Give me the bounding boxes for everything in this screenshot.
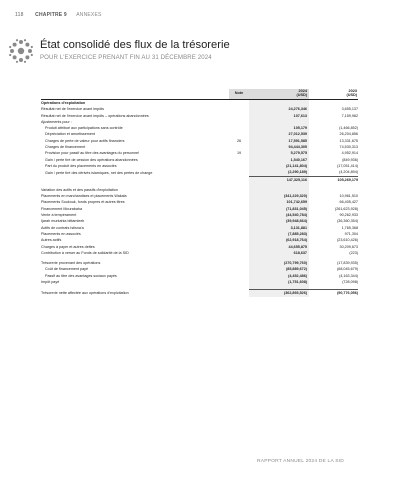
cash-flow-table	[41, 89, 358, 297]
row-label: Gain / perte tiré des dérivés islamiques, net des pertes de change	[45, 170, 153, 175]
row-value-2023: (728,098)	[342, 280, 358, 285]
row-value-2024: (7,885,283)	[249, 231, 309, 237]
row-value-2023: 30,209,673	[339, 244, 358, 249]
row-note: 19	[236, 151, 242, 156]
row-value-2023: 10,961,510	[339, 194, 358, 199]
row-value-2024: 44,655,875	[249, 244, 309, 250]
row-label: Placements en marchandises et placements Wakala	[41, 194, 127, 199]
table-row	[41, 169, 358, 176]
row-value-2023: (68,045,679)	[337, 267, 358, 272]
column-header-2024-year: 2024	[298, 89, 307, 93]
row-value-2024: (85,889,672)	[249, 266, 309, 272]
row-value-2023: 90,262,933	[339, 213, 358, 218]
chapter-label: CHAPITRE 9	[35, 12, 67, 18]
column-header-2023-year: 2023	[348, 89, 357, 93]
row-value-2024: (62,918,764)	[249, 237, 309, 243]
row-value-2024: 101,742,659	[249, 199, 309, 205]
row-value-2024: (1,751,608)	[249, 279, 309, 285]
row-label: Résultat net de l'exercice avant impôts – opérations abandonnées	[41, 113, 149, 118]
row-label: Charges de financement	[45, 145, 86, 150]
row-label: Impôt payé	[41, 280, 60, 285]
row-value-2024: 1,540,167	[249, 157, 309, 163]
row-value-2024: 3,131,881	[249, 225, 309, 231]
row-value-2024: (341,229,320)	[249, 193, 309, 199]
row-value-2024: 147,325,116	[249, 176, 309, 183]
row-label: Opérations d'exploitation	[41, 101, 86, 105]
row-value-2024: (39,948,664)	[249, 218, 309, 224]
row-value-2023: (4,163,344)	[339, 273, 358, 278]
row-note	[229, 290, 249, 297]
row-value-2023: 66,405,427	[339, 200, 358, 205]
row-value-2024: (270,799,760)	[249, 260, 309, 266]
row-value-2023: 4,952,914	[341, 151, 358, 156]
row-label: Variation des actifs et des passifs d'exploitation	[41, 187, 118, 192]
row-label: Passif au titre des avantages sociaux payés	[45, 273, 117, 278]
row-note: 26	[236, 138, 242, 143]
row-value-2023: 971,304	[344, 231, 358, 236]
table-row	[41, 100, 358, 107]
row-value-2023: (261,623,928)	[335, 206, 358, 211]
row-value-2024: 24,276,346	[249, 106, 309, 112]
row-value-2024: 107,613	[249, 113, 309, 119]
column-header-2024-unit: (USD)	[296, 93, 307, 97]
row-label: Autres actifs	[41, 238, 62, 243]
row-label: Part du produit des placements en associés	[45, 163, 117, 168]
cash-flow-table-body	[41, 100, 358, 297]
row-value-2023: (90,776,056)	[309, 290, 358, 297]
row-value-2024: (44,540,784)	[249, 212, 309, 218]
row-label: Vente à tempérament	[41, 213, 77, 218]
page-title: État consolidé des flux de la trésorerie	[40, 39, 230, 51]
running-header	[15, 12, 102, 18]
row-value-2023: (223)	[349, 250, 358, 255]
page-footer: RAPPORT ANNUEL 2024 DE LA SID	[257, 459, 344, 464]
column-header-2024	[249, 89, 309, 100]
row-value-2023: (17,051,414)	[337, 163, 358, 168]
row-value-2024: (362,893,526)	[249, 290, 309, 297]
table-row	[41, 176, 358, 183]
row-label: Placements en associés	[41, 231, 81, 236]
row-value-2023: 105,269,179	[309, 176, 358, 183]
column-header-2023	[309, 89, 358, 100]
row-value-2024: (4,452,486)	[249, 273, 309, 279]
sid-emblem-icon	[8, 38, 34, 64]
row-label: Dépréciation et amortissement	[45, 132, 96, 137]
row-value-2023	[309, 100, 358, 107]
row-value-2023: 13,331,675	[339, 138, 358, 143]
row-value-2023: 74,530,313	[339, 145, 358, 150]
row-label: Gain / perte tiré de cession des opérations abandonnées	[45, 157, 138, 162]
row-note	[229, 169, 249, 176]
row-value-2023: (849,936)	[342, 157, 358, 162]
row-note	[229, 176, 249, 183]
row-value-2024: 27,012,539	[249, 131, 309, 137]
row-value-2023: (36,360,354)	[337, 219, 358, 224]
row-label: Trésorerie nette affectée aux opérations d'exploitation	[41, 291, 129, 296]
table-header-row	[41, 89, 358, 100]
page-number: 118	[15, 12, 24, 18]
row-value-2023: (4,204,894)	[339, 170, 358, 175]
row-value-2023: 7,159,982	[341, 113, 358, 118]
row-value-2023: 1,765,368	[341, 225, 358, 230]
row-label: Coût de financement payé	[45, 267, 89, 272]
row-value-2024: (21,141,804)	[249, 163, 309, 169]
row-label: Charges à payer et autres dettes	[41, 244, 95, 249]
row-label: Ajustements pour :	[41, 119, 72, 124]
row-value-2024: (2,290,189)	[249, 169, 309, 176]
row-value-2023: 26,204,856	[339, 132, 358, 137]
table-row	[41, 290, 358, 297]
page-subtitle: POUR L'EXERCICE PRENANT FIN AU 31 DÉCEMBRE 2024	[40, 54, 212, 61]
column-header-2023-unit: (USD)	[346, 93, 357, 97]
row-label: Financement Mourabaha	[41, 206, 82, 211]
section-label: ANNEXES	[76, 12, 102, 18]
row-value-2023: (17,839,935)	[337, 261, 358, 266]
row-label	[41, 176, 229, 183]
row-value-2024: 105,179	[249, 125, 309, 131]
column-header-note: Note	[229, 89, 249, 100]
row-value-2023: (1,466,852)	[339, 126, 358, 131]
row-value-2024: (71,831,045)	[249, 206, 309, 212]
row-label: Ijarah muntahia bittamleek	[41, 219, 85, 224]
row-value-2024: 618,637	[249, 250, 309, 256]
row-value-2024: 5,279,575	[249, 150, 309, 156]
row-label: Placements Soukouk, fonds propres et autres titres	[41, 200, 125, 205]
row-label: Trésorerie provenant des opérations	[41, 261, 101, 266]
row-value-2024	[249, 100, 309, 107]
row-value-2023: (23,610,426)	[337, 238, 358, 243]
row-value-2024: 94,444,305	[249, 144, 309, 150]
row-label: Contribution à verser au Fonds de solidarité de la SID	[41, 250, 129, 255]
row-label: Produit attribué aux participations sans contrôle	[45, 126, 123, 131]
row-label: Résultat net de l'exercice avant impôts	[41, 107, 105, 112]
row-value-2023: 3,655,137	[341, 107, 358, 112]
row-label: Actifs de contrats Istisna'a	[41, 225, 84, 230]
row-label: Provision pour passif au titre des avantages du personnel	[45, 151, 139, 156]
row-value-2024: 17,591,585	[249, 138, 309, 144]
row-label: Charges de perte de valeur pour actifs financiers	[45, 138, 125, 143]
row-note	[229, 100, 249, 107]
